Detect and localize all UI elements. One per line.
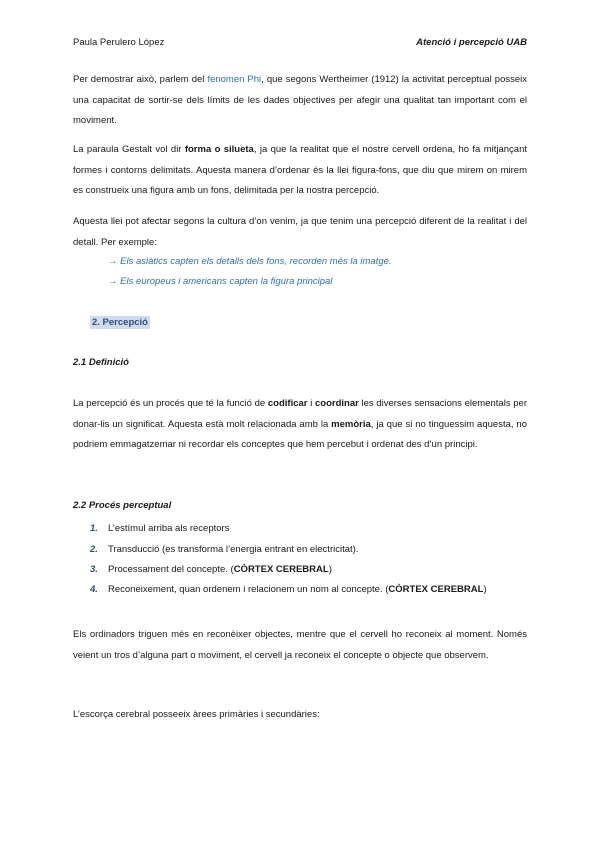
paragraph-phi bbox=[73, 70, 527, 132]
paragraph-gestalt bbox=[73, 140, 527, 202]
paragraph-escorca: L’escorça cerebral posseeix àrees primàries i secundàries: bbox=[73, 709, 320, 720]
list-item bbox=[90, 564, 332, 575]
para4-text-mid2: les diverses sensacions elementals per donar-lis un significat. Aquesta està molt relacionada amb la bbox=[73, 398, 527, 430]
bullet-asian: → Els asiàtics capten els detalls dels fons, recorden més la imatge. bbox=[108, 256, 392, 267]
subheading-definicio: 2.1 Definició bbox=[73, 357, 129, 368]
list-text: Reconeixement, quan ordenem i relacionem un nom al concepte. ( bbox=[108, 584, 389, 595]
para1-text-post: , que segons Wertheimer (1912) la activitat perceptual posseix una capacitat de sortir-se dels límits de les dades objectives per afegir una qualitat tan important com el moviment. bbox=[73, 74, 528, 126]
header-course: Atenció i percepció UAB bbox=[416, 37, 527, 48]
list-bold: CÒRTEX CEREBRAL bbox=[388, 584, 484, 595]
paragraph-culture: Aquesta llei pot afectar segons la cultura d’on venim, ja que tenim una percepció diferent de la realitat i del detall. Per exemple: bbox=[73, 216, 527, 248]
para4-text-post: , ja que si no tinguessim aquesta, no podriem emmagatzemar ni recordar els conceptes que hem percebut i ordenat des d’un principi. bbox=[73, 418, 527, 450]
para2-text-pre: La paraula Gestalt vol dir bbox=[73, 144, 185, 155]
para2-text-post: , ja que la realitat que el nostre cervell ordena, ho fa mitjançant formes i contorns delimitats. Aquesta manera d’ordenar és la llei figura-fons, que diu que mirem on mirem es construeix una figura amb un fons, delimitada per la nostra percepció. bbox=[73, 144, 527, 196]
list-text: L’estímul arriba als receptors bbox=[108, 523, 230, 534]
subheading-proces: 2.2 Procés perceptual bbox=[73, 500, 172, 511]
list-item bbox=[90, 544, 358, 555]
header-author: Paula Perulero López bbox=[73, 37, 165, 48]
list-number: 2. bbox=[90, 544, 98, 555]
page-header bbox=[73, 37, 527, 51]
list-text: Processament del concepte. ( bbox=[108, 564, 234, 575]
para1-text-pre: Per demostrar això, parlem del bbox=[73, 74, 208, 85]
list-number: 3. bbox=[90, 564, 98, 575]
bold-coordinar: coordinar bbox=[315, 398, 359, 409]
list-tail: ) bbox=[483, 584, 487, 595]
paragraph-ordinadors: Els ordinadors triguen més en reconèixer objectes, mentre que el cervell ho reconeix al moment. Només veient un tros d’alguna part o moviment, el cervell ja reconeix el concepte o objecte que observem. bbox=[73, 629, 527, 661]
list-item bbox=[90, 584, 487, 595]
para4-text-mid1: i bbox=[307, 398, 315, 409]
list-number: 1. bbox=[90, 523, 98, 534]
para2-bold: forma o silueta bbox=[184, 144, 254, 155]
fenomen-phi-link[interactable]: fenomen Phi bbox=[207, 74, 262, 85]
bold-codificar: codificar bbox=[267, 398, 308, 409]
bold-memoria: memòria bbox=[331, 418, 371, 430]
list-bold: CÒRTEX CEREBRAL bbox=[233, 564, 329, 575]
list-item bbox=[90, 523, 229, 534]
list-text: Transducció (es transforma l’energia entrant en electricitat). bbox=[108, 544, 359, 555]
list-number: 4. bbox=[90, 584, 98, 595]
list-tail: ) bbox=[328, 564, 332, 575]
section-heading-percepcio: 2. Percepció bbox=[92, 317, 148, 328]
bullet-european: → Els europeus i americans capten la figura principal bbox=[108, 276, 333, 287]
para4-text-pre: La percepció és un procés que té la funció de bbox=[73, 398, 268, 409]
paragraph-definition bbox=[73, 394, 527, 456]
